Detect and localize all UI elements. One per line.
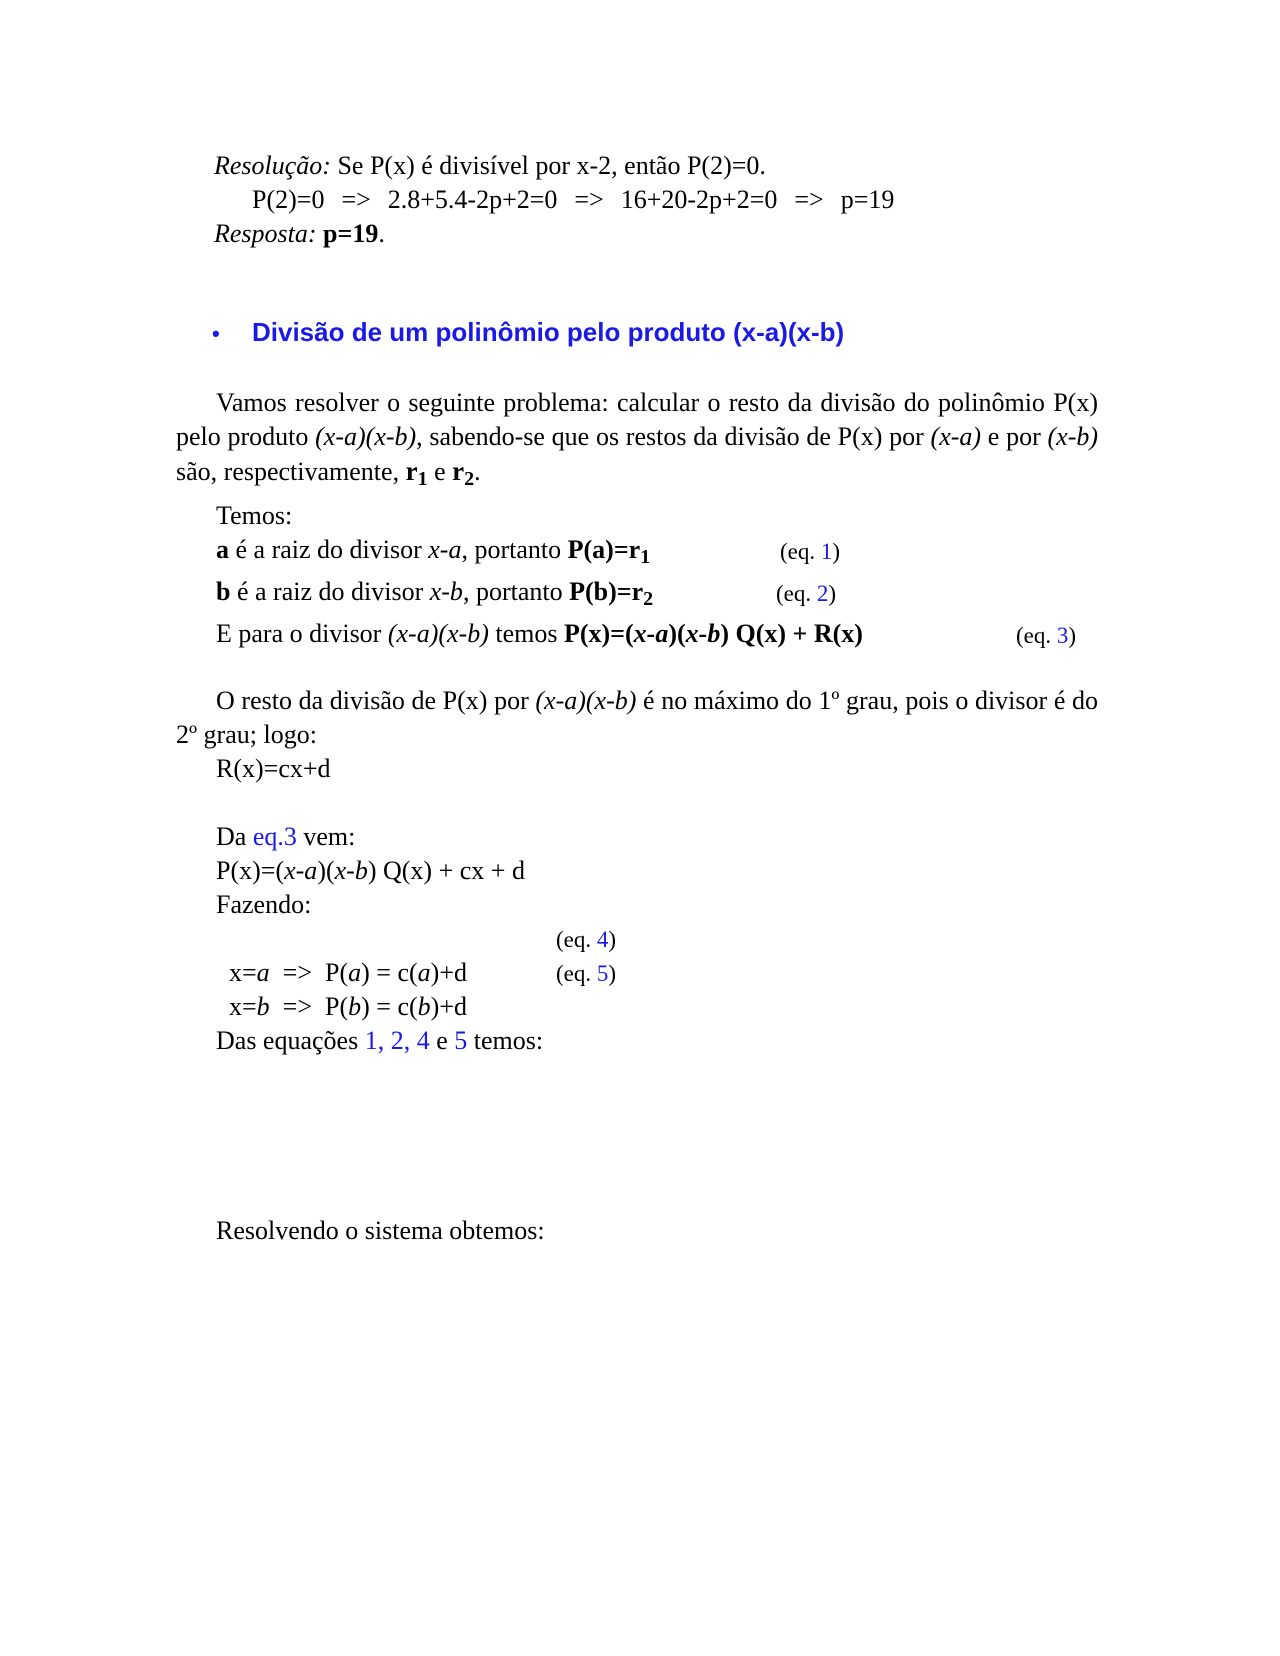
section-heading [212, 317, 844, 348]
intro-text-5: e [427, 457, 453, 486]
intro-text-6: . [474, 457, 481, 486]
eq-ref-5: (eq. 5) [556, 961, 617, 986]
r1-symbol: r [405, 456, 418, 486]
answer-end: . [378, 219, 385, 248]
resolution-line [214, 149, 766, 183]
rest-paragraph: O resto da divisão de P(x) por (x-a)(x-b) é no máximo do 1º grau, pois o divisor é do 2º grau; logo: [176, 686, 1098, 749]
r2-symbol: r [452, 456, 465, 486]
eq5-line: x=b => P(b) = c(b)+d [229, 992, 467, 1021]
eq-link-das-2[interactable]: 2 [390, 1026, 404, 1055]
resolution-label: Resolução: [214, 151, 331, 180]
answer-label: Resposta: [214, 219, 317, 248]
eq-link-das-1[interactable]: 1 [364, 1026, 378, 1055]
eq-link-2[interactable]: 2 [816, 581, 829, 606]
answer-line [214, 217, 385, 251]
px-expanded-line: P(x)=(x-a)(x-b) Q(x) + cx + d [216, 856, 525, 885]
eq-link-4[interactable]: 4 [596, 927, 609, 952]
eq-ref-3: (eq. 3) [1016, 623, 1077, 648]
eq-link-3[interactable]: 3 [1056, 623, 1069, 648]
r2-subscript: 2 [464, 468, 475, 490]
eq-link-das-5[interactable]: 5 [454, 1026, 468, 1055]
divisor-line: E para o divisor (x-a)(x-b) temos P(x)=(x-a)(x-b) Q(x) + R(x) [216, 619, 863, 648]
eq-link-das-4[interactable]: 4 [416, 1026, 430, 1055]
das-line: Das equações 1, 2, 4 e 5 temos: [216, 1026, 544, 1055]
root-b-line: b é a raiz do divisor x-b, portanto $P(b)=r_2$ [216, 577, 654, 610]
eq-ref-4: (eq. 4) [556, 927, 617, 952]
pb-equation: P(b)=r [569, 577, 644, 606]
intro-italic-1: (x-a)(x-b) [315, 422, 417, 451]
intro-italic-3: (x-b) [1047, 422, 1099, 451]
bullet-icon: • [212, 321, 220, 346]
r1-subscript: 1 [417, 468, 428, 490]
root-a-line: a é a raiz do divisor x-a, portanto $P(a)=r_1$ [216, 535, 651, 568]
pa-equation: P(a)=r [567, 535, 641, 564]
eq-ref-2: (eq. 2) [776, 581, 837, 606]
intro-text-1: Vamos resolver o seguinte problema: calcular o resto da divisão do polinômio P(x) pelo produto [176, 388, 1098, 451]
resolution-text: Se P(x) é divisível por x-2, então P(2)=0. [330, 151, 766, 180]
intro-paragraph [176, 386, 1098, 496]
px-equation: P(x)=(x-a)(x-b) Q(x) + R(x) [563, 619, 863, 648]
intro-italic-2: (x-a) [930, 422, 982, 451]
intro-text-2: , sabendo-se que os restos da divisão de P(x) por [416, 422, 931, 451]
root-b-symbol: b [216, 577, 231, 606]
eq3-link[interactable]: eq.3 [252, 822, 297, 851]
eq4-line: x=a => P(a) = c(a)+d [229, 958, 467, 987]
fazendo-line: Fazendo: [216, 890, 312, 919]
root-a-symbol: a [216, 535, 229, 564]
answer-value: p=19 [323, 219, 379, 248]
da-line: Da eq.3 vem: [216, 822, 356, 851]
intro-text-3: e por [981, 422, 1048, 451]
intro-text-4: são, respectivamente, [176, 457, 406, 486]
resolvendo-line: Resolvendo o sistema obtemos: [216, 1216, 545, 1245]
eq-ref-1: (eq. 1) [780, 539, 841, 564]
eq-link-1[interactable]: 1 [820, 539, 833, 564]
temos-line: Temos: [216, 501, 293, 530]
rx-line: R(x)=cx+d [216, 754, 331, 783]
eq-link-5[interactable]: 5 [596, 961, 609, 986]
section-title: Divisão de um polinômio pelo produto (x-a)(x-b) [252, 317, 845, 347]
resolution-calc [252, 183, 894, 217]
resolution-calc-text: P(2)=0 => 2.8+5.4-2p+2=0 => 16+20-2p+2=0 => p=19 [252, 185, 895, 214]
